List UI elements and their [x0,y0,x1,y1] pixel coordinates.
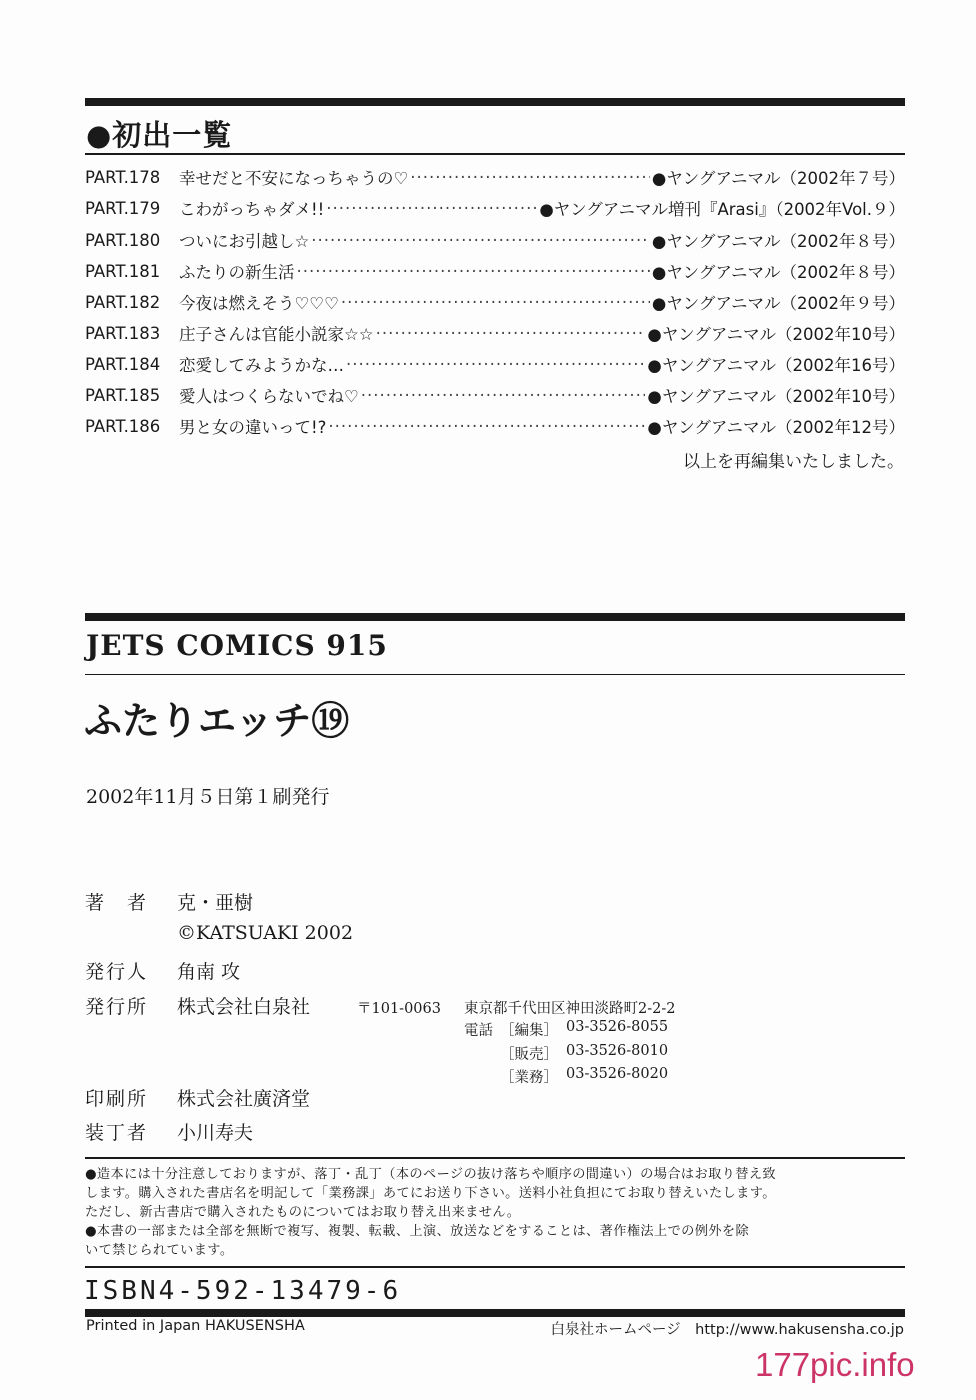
top-thick-rule [85,98,905,106]
notice-line: ただし、新古書店で購入されたものについてはお取り替え出来ません。 [85,1205,521,1220]
isbn: ISBN4-592-13479-6 [84,1276,402,1306]
printer-label: 印刷所 [85,1088,149,1110]
dot-leader [297,262,650,281]
part-number: PART.184 [85,354,161,374]
designer-label: 装丁者 [85,1122,149,1144]
phone-dept: ［業務］ [500,1070,558,1086]
part-title: ふたりの新生活 [179,263,295,282]
series-underline [85,674,905,675]
copyright: ©KATSUAKI 2002 [177,922,354,944]
dot-leader [376,324,646,343]
printer-row [85,1084,310,1111]
magazine-source: ●ヤングアニマル（2002年16号） [647,356,905,375]
part-title: 男と女の違いって!? [179,418,327,437]
publisher-address: 東京都千代田区神田淡路町2-2-2 [464,1001,676,1017]
phone-number: 03-3526-8055 [566,1019,669,1035]
part-number: PART.180 [85,230,161,250]
publisher-name: 株式会社白泉社 [177,996,311,1018]
magazine-source: ●ヤングアニマル増刊『Arasi』（2002年Vol.９） [539,200,905,219]
notice-line: します。購入された書店名を明記して「業務課」あてにお送り下さい。送料小社負担にてお取り替えいたします。 [85,1186,776,1201]
notice-line: ●本書の一部または全部を無断で複写、複製、転載、上演、放送などをすることは、著作権法上での例外を除 [85,1224,750,1239]
series-name: JETS COMICS 915 [86,629,388,662]
author-name: 克・亜樹 [177,892,254,914]
printer-name: 株式会社廣済堂 [177,1088,311,1110]
publisher-person: 角南 攻 [177,961,241,983]
reedit-note: 以上を再編集いたしました。 [683,452,904,472]
list-item [85,226,905,254]
part-number: PART.182 [85,292,161,312]
designer-name: 小川寿夫 [177,1122,254,1144]
list-item [85,381,905,409]
copyright-row [177,922,353,944]
notice-top-rule [85,1157,905,1159]
part-title: ついにお引越し☆ [179,232,310,251]
magazine-source: ●ヤングアニマル（2002年８号） [651,232,905,251]
publisher-label: 発行所 [85,996,149,1018]
watermark: 177pic.info [755,1346,915,1383]
list-item [85,194,905,222]
notice-text [85,1165,907,1260]
list-item [85,257,905,285]
part-title: 恋愛してみようかな… [179,356,344,375]
magazine-source: ●ヤングアニマル（2002年12号） [647,418,905,437]
author-label: 著 者 [85,892,149,914]
publisher-person-row [85,957,240,984]
notice-line: ●造本には十分注意しておりますが、落丁・乱丁（本のページの抜け落ちや順序の間違い）の場合はお取り替え致 [85,1167,777,1182]
notice-bottom-rule [85,1266,905,1268]
phone-number: 03-3526-8010 [566,1043,669,1059]
postal-code: 〒101-0063 [357,1001,441,1017]
magazine-source: ●ヤングアニマル（2002年10号） [647,387,905,406]
phone-label: 電話 [464,1023,493,1039]
book-title: ふたりエッチ⑲ [84,699,350,743]
list-item [85,288,905,316]
printed-in: Printed in Japan HAKUSENSHA [86,1318,305,1334]
magazine-source: ●ヤングアニマル（2002年９号） [651,294,905,313]
dot-leader [361,386,646,405]
dot-leader [311,231,650,250]
dot-leader [346,355,645,374]
magazine-source: ●ヤングアニマル（2002年10号） [647,325,905,344]
part-title: 幸せだと不安になっちゃうの♡ [179,169,409,188]
bottom-thick-rule [85,1309,905,1317]
part-title: こわがっちゃダメ!! [179,200,325,219]
part-number: PART.178 [85,167,161,187]
phone-dept: ［販売］ [500,1047,558,1063]
publisher-person-label: 発行人 [85,961,149,983]
phone-number: 03-3526-8020 [566,1066,669,1082]
part-number: PART.183 [85,323,161,343]
part-title: 庄子さんは官能小説家☆☆ [179,325,374,344]
dot-leader [341,293,650,312]
list-item [85,163,905,191]
homepage-url[interactable]: 白泉社ホームページ http://www.hakusensha.co.jp [550,1322,904,1338]
part-title: 愛人はつくらないでね♡ [179,387,359,406]
colophon-top-rule [85,613,905,621]
magazine-source: ●ヤングアニマル（2002年８号） [651,263,905,282]
dot-leader [328,417,645,436]
author-row [85,888,253,915]
dot-leader [326,199,537,218]
part-title: 今夜は燃えそう♡♡♡ [179,294,339,313]
part-number: PART.179 [85,198,161,218]
magazine-source: ●ヤングアニマル（2002年７号） [651,169,905,188]
part-number: PART.181 [85,261,161,281]
list-item [85,412,905,440]
notice-line: いて禁じられています。 [85,1243,234,1258]
part-number: PART.185 [85,385,161,405]
list-item [85,350,905,378]
dot-leader [410,168,650,187]
list-item [85,319,905,347]
publication-date: 2002年11月５日第１刷発行 [86,786,330,808]
publisher-row [85,992,310,1019]
part-number: PART.186 [85,416,161,436]
phone-dept: ［編集］ [500,1023,558,1039]
first-appearance-heading: ●初出一覧 [86,118,233,152]
designer-row [85,1118,253,1145]
